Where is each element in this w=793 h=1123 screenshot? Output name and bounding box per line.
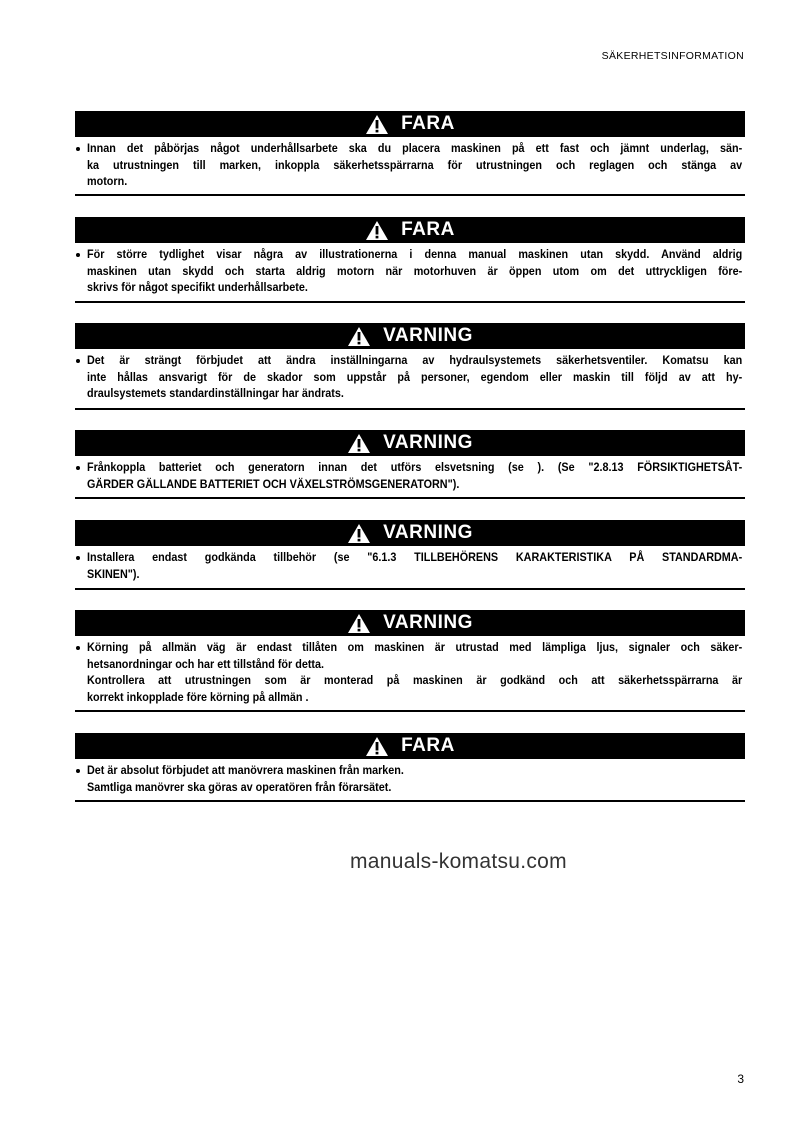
divider [75, 800, 745, 802]
notice-text-line: ka utrustningen till marken, inkoppla säkerhetsspärrarna för utrustningen och reglagen och stänga av [87, 157, 743, 172]
notice-header-bar [75, 520, 745, 546]
divider [75, 194, 745, 196]
notice-text-line: Innan det påbörjas något underhållsarbete ska du placera maskinen på ett fast och jämnt underlag, sän- [87, 141, 743, 155]
notice-text-line: maskinen utan skydd och starta aldrig motorn när motorhuven är öppen utom om det uttryckligen före- [87, 263, 743, 278]
bullet [76, 147, 80, 151]
notice-header-bar [75, 610, 745, 636]
warning-triangle-icon [365, 114, 389, 135]
safety-notice [75, 430, 745, 492]
divider [75, 588, 745, 590]
notice-label: VARNING [383, 432, 473, 453]
notice-text-line: skrivs för något specifikt underhållsarbete. [87, 280, 308, 295]
notice-header-bar [75, 217, 745, 243]
bullet [76, 646, 80, 650]
notice-text-line: Installera endast godkända tillbehör (se "6.1.3 TILLBEHÖRENS KARAKTERISTIKA PÅ STANDARDMA- [87, 550, 743, 564]
notice-text-line: GÄRDER GÄLLANDE BATTERIET OCH VÄXELSTRÖMSGENERATORN"). [87, 476, 460, 491]
notice-label: FARA [401, 219, 455, 240]
warning-triangle-icon [347, 523, 371, 544]
notice-label: FARA [401, 113, 455, 134]
safety-notice [75, 111, 745, 190]
notice-text-line: Körning på allmän väg är endast tillåten om maskinen är utrustad med lämpliga ljus, signaler och säker- [87, 640, 743, 654]
safety-notice [75, 217, 745, 296]
notice-text-line: Frånkoppla batteriet och generatorn innan det utförs elsvetsning (se ). (Se "2.8.13 FÖRSIKTIGHETSÅT- [87, 460, 743, 474]
notice-text-line: motorn. [87, 174, 128, 189]
notice-text-line: SKINEN"). [87, 566, 140, 581]
safety-notice [75, 733, 745, 795]
warning-triangle-icon [347, 433, 371, 454]
bullet [76, 466, 80, 470]
watermark: manuals-komatsu.com [350, 850, 567, 873]
warning-triangle-icon [347, 613, 371, 634]
divider [75, 301, 745, 303]
notice-header-bar [75, 323, 745, 349]
notice-label: VARNING [383, 325, 473, 346]
safety-notice [75, 323, 745, 402]
divider [75, 710, 745, 712]
notice-header-bar [75, 430, 745, 456]
notice-label: FARA [401, 735, 455, 756]
notice-label: VARNING [383, 522, 473, 543]
notice-text-line: Kontrollera att utrustningen som är monterad på maskinen är godkänd och att säkerhetsspärrarna är [87, 673, 743, 688]
warning-triangle-icon [365, 220, 389, 241]
section-header: SÄKERHETSINFORMATION [601, 50, 744, 62]
notice-text-line: hetsanordningar och har ett tillstånd för detta. [87, 656, 325, 671]
bullet [76, 556, 80, 560]
page-number: 3 [737, 1072, 744, 1086]
divider [75, 408, 745, 410]
notice-text-line: Det är strängt förbjudet att ändra inställningarna av hydraulsystemets säkerhetsventiler. Komatsu kan [87, 353, 743, 367]
notice-text-line: För större tydlighet visar några av illustrationerna i denna manual maskinen utan skydd. Använd aldrig [87, 247, 743, 261]
divider [75, 497, 745, 499]
notice-label: VARNING [383, 612, 473, 633]
notice-text-line: Samtliga manövrer ska göras av operatören från förarsätet. [87, 779, 392, 794]
safety-notice [75, 610, 745, 705]
notice-text-line: Det är absolut förbjudet att manövrera maskinen från marken. [87, 763, 404, 777]
warning-triangle-icon [365, 736, 389, 757]
warning-triangle-icon [347, 326, 371, 347]
notice-header-bar [75, 733, 745, 759]
bullet [76, 359, 80, 363]
notice-text-line: inte hållas ansvarigt för de skador som uppstår på personer, egendom eller maskin till följd av att hy- [87, 369, 743, 384]
notice-header-bar [75, 111, 745, 137]
notice-text-line: draulsystemets standardinställningar har ändrats. [87, 386, 344, 401]
bullet [76, 769, 80, 773]
notice-text-line: korrekt inkopplade före körning på allmän . [87, 689, 309, 704]
safety-notice [75, 520, 745, 582]
bullet [76, 253, 80, 257]
